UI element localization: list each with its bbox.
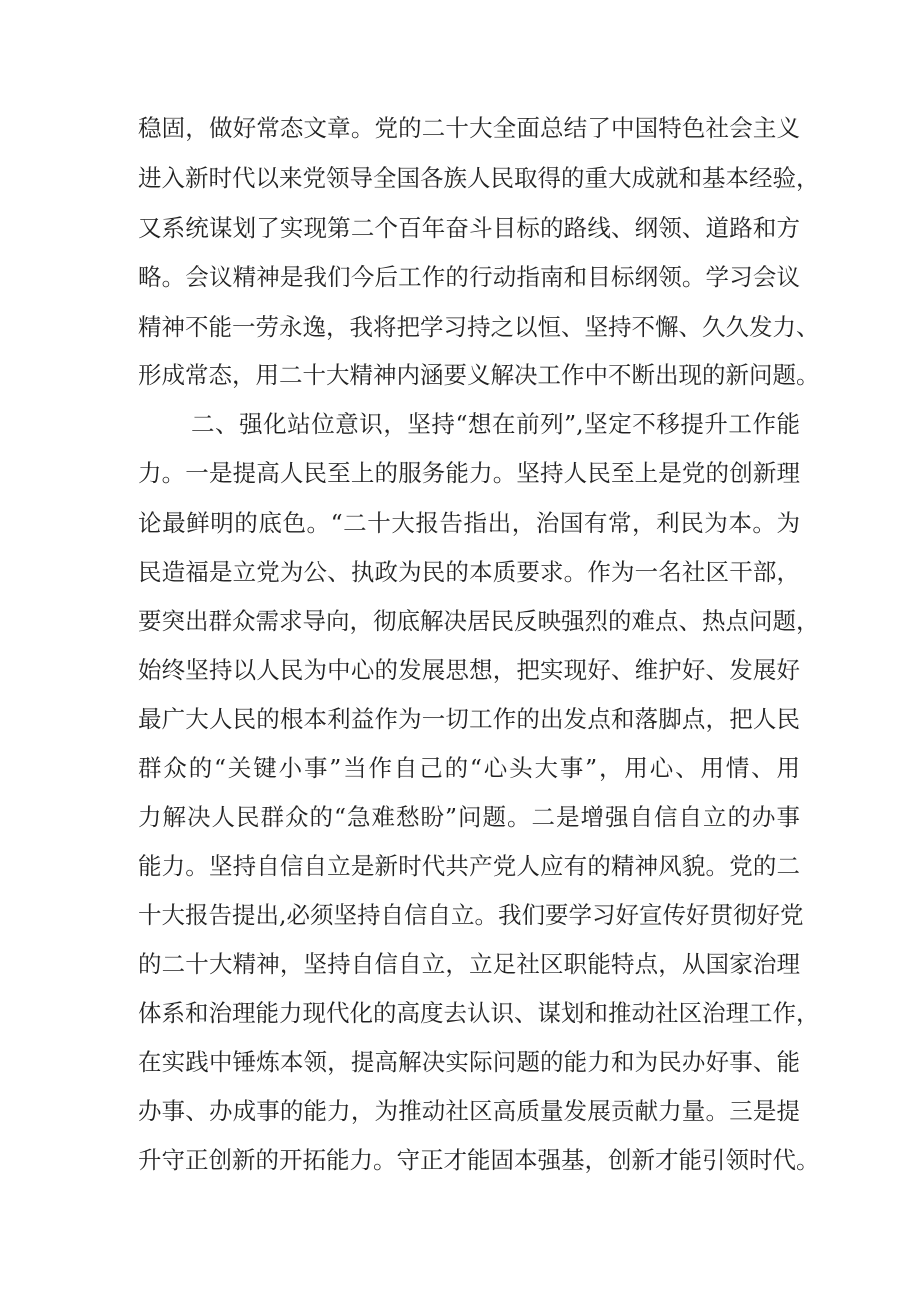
text-line: 进入新时代以来党领导全国各族人民取得的重大成就和基本经验， <box>138 164 820 192</box>
text-line: 论最鲜明的底色。“二十大报告指出，治国有常，利民为本。为 <box>138 509 800 537</box>
text-line: 群众的“关键小事”当作自己的“心头大事”，用心、用情、用 <box>138 754 800 782</box>
text-line: 体系和治理能力现代化的高度去认识、谋划和推动社区治理工作， <box>138 999 820 1027</box>
text-line: 要突出群众需求导向，彻底解决居民反映强烈的难点、热点问题， <box>138 607 820 635</box>
text-line: 办事、办成事的能力，为推动社区高质量发展贡献力量。三是提 <box>138 1097 800 1125</box>
text-line: 在实践中锤炼本领，提高解决实际问题的能力和为民办好事、能 <box>138 1048 800 1076</box>
text-line: 又系统谋划了实现第二个百年奋斗目标的路线、纲领、道路和方 <box>138 214 800 242</box>
text-line: 稳固，做好常态文章。党的二十大全面总结了中国特色社会主义 <box>138 114 800 142</box>
text-line: 略。会议精神是我们今后工作的行动指南和目标纲领。学习会议 <box>138 263 800 291</box>
text-line: 始终坚持以人民为中心的发展思想，把实现好、维护好、发展好 <box>138 656 800 684</box>
text-line: 精神不能一劳永逸，我将把学习持之以恒、坚持不懈、久久发力、 <box>138 313 820 341</box>
text-line: 民造福是立党为公、执政为民的本质要求。作为一名社区干部， <box>138 558 800 586</box>
text-line: 升守正创新的开拓能力。守正才能固本强基，创新才能引领时代。 <box>138 1146 820 1174</box>
text-line: 最广大人民的根本利益作为一切工作的出发点和落脚点，把人民 <box>138 705 800 733</box>
text-line: 的二十大精神，坚持自信自立，立足社区职能特点，从国家治理 <box>138 950 800 978</box>
text-line: 力解决人民群众的“急难愁盼”问题。二是增强自信自立的办事 <box>138 803 800 831</box>
text-line: 力。一是提高人民至上的服务能力。坚持人民至上是党的创新理 <box>138 459 800 487</box>
text-line: 十大报告提出,必须坚持自信自立。我们要学习好宣传好贯彻好党 <box>138 901 804 929</box>
paragraph-first-line: 二、强化站位意识，坚持“想在前列”,坚定不移提升工作能 <box>191 410 800 438</box>
text-line: 形成常态，用二十大精神内涵要义解决工作中不断出现的新问题。 <box>138 361 820 389</box>
text-line: 能力。坚持自信自立是新时代共产党人应有的精神风貌。党的二 <box>138 852 800 880</box>
